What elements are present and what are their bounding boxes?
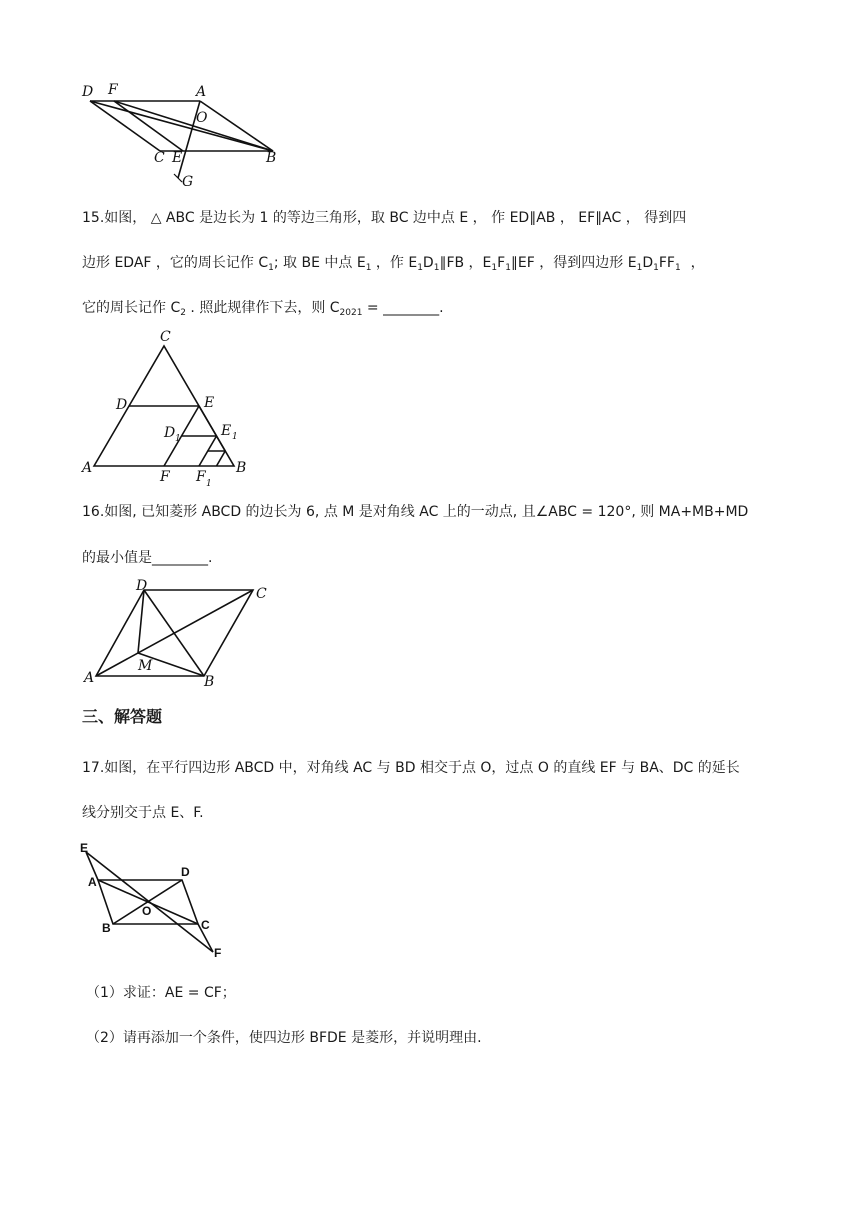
label-F: F: [160, 469, 170, 485]
sub: 1: [505, 263, 511, 273]
q17-part1: （1）求证：AE = CF；: [86, 985, 236, 1001]
q15-line2-g: ∥EF ，得到四边形 E: [510, 255, 637, 271]
label-E: E: [80, 841, 89, 855]
sub: 2021: [339, 308, 363, 318]
q16-line2: 的最小值是________.: [82, 550, 213, 566]
sub: 1: [417, 263, 423, 273]
q15-line2-b: ; 取 BE 中点 E: [273, 255, 366, 271]
label-A: A: [84, 670, 95, 686]
q15-line2-f: F: [497, 255, 506, 271]
figure-q14: [78, 80, 298, 195]
sub: 1: [674, 263, 681, 273]
label-A: A: [196, 84, 207, 100]
figure-q15: [78, 326, 258, 496]
label-C: C: [160, 329, 171, 345]
sub: 1: [365, 263, 372, 273]
label-B: B: [266, 150, 277, 166]
q17-part2: （2）请再添加一个条件，使四边形 BFDE 是菱形，并说明理由.: [86, 1030, 482, 1046]
label-D: D: [181, 865, 190, 879]
label-F1-sub: 1: [206, 479, 212, 489]
q15-line3: [82, 298, 444, 318]
sub: 1: [653, 263, 659, 273]
label-D1-sub: 1: [175, 434, 181, 444]
label-D1: D: [164, 425, 176, 441]
label-E1-sub: 1: [232, 432, 238, 442]
label-E: E: [172, 150, 183, 166]
label-A: A: [88, 875, 97, 889]
sub: 1: [491, 263, 498, 273]
q15-line2-d: D: [422, 255, 434, 271]
label-F1: F: [196, 469, 206, 485]
sub: 1: [636, 263, 643, 273]
q15-line3-c: = ________.: [362, 300, 444, 316]
figure-q16: [82, 578, 282, 693]
q15-line3-a: 它的周长记作 C: [82, 300, 181, 316]
sub: 1: [433, 263, 440, 273]
label-O: O: [142, 904, 152, 918]
q15-line1: 15.如图， △ ABC 是边长为 1 的等边三角形，取 BC 边中点 E ， 作 ED∥AB ， EF∥AC ， 得到四: [82, 210, 687, 226]
sub: 1: [268, 263, 274, 273]
label-F: F: [108, 82, 118, 98]
label-D: D: [136, 578, 148, 594]
label-O: O: [196, 110, 208, 126]
label-F: F: [214, 946, 222, 960]
label-C: C: [201, 918, 210, 932]
label-G: G: [182, 174, 194, 190]
q15-line2-a: 边形 EDAF ，它的周长记作 C: [82, 255, 269, 271]
label-E: E: [204, 395, 215, 411]
label-M: M: [138, 658, 153, 674]
figure-q17: [78, 840, 228, 965]
label-D: D: [82, 84, 94, 100]
label-A: A: [82, 460, 93, 476]
q17-line1: 17.如图，在平行四边形 ABCD 中，对角线 AC 与 BD 相交于点 O，过点 O 的直线 EF 与 BA、DC 的延长: [82, 760, 740, 776]
label-D: D: [116, 397, 128, 413]
section-heading: 三、解答题: [82, 707, 163, 726]
q15-comma: ，: [690, 255, 705, 271]
q17-line2: 线分别交于点 E、F.: [82, 805, 204, 821]
sub: 2: [180, 308, 186, 318]
label-C: C: [256, 586, 267, 602]
q15-line2-i: FF: [658, 255, 675, 271]
q15-line2: [82, 253, 705, 273]
label-B: B: [236, 460, 247, 476]
label-C: C: [154, 150, 165, 166]
q15-line2-c: ，作 E: [371, 255, 418, 271]
q15-line3-b: . 照此规律作下去，则 C: [185, 300, 340, 316]
label-B: B: [102, 921, 111, 935]
q15-line2-h: D: [642, 255, 654, 271]
label-E1: E: [221, 423, 232, 439]
q16-line1: 16.如图, 已知菱形 ABCD 的边长为 6, 点 M 是对角线 AC 上的一动点, 且∠ABC = 120°, 则 MA+MB+MD: [82, 504, 749, 520]
q15-line2-e: ∥FB ，E: [439, 255, 492, 271]
label-B: B: [204, 674, 215, 690]
